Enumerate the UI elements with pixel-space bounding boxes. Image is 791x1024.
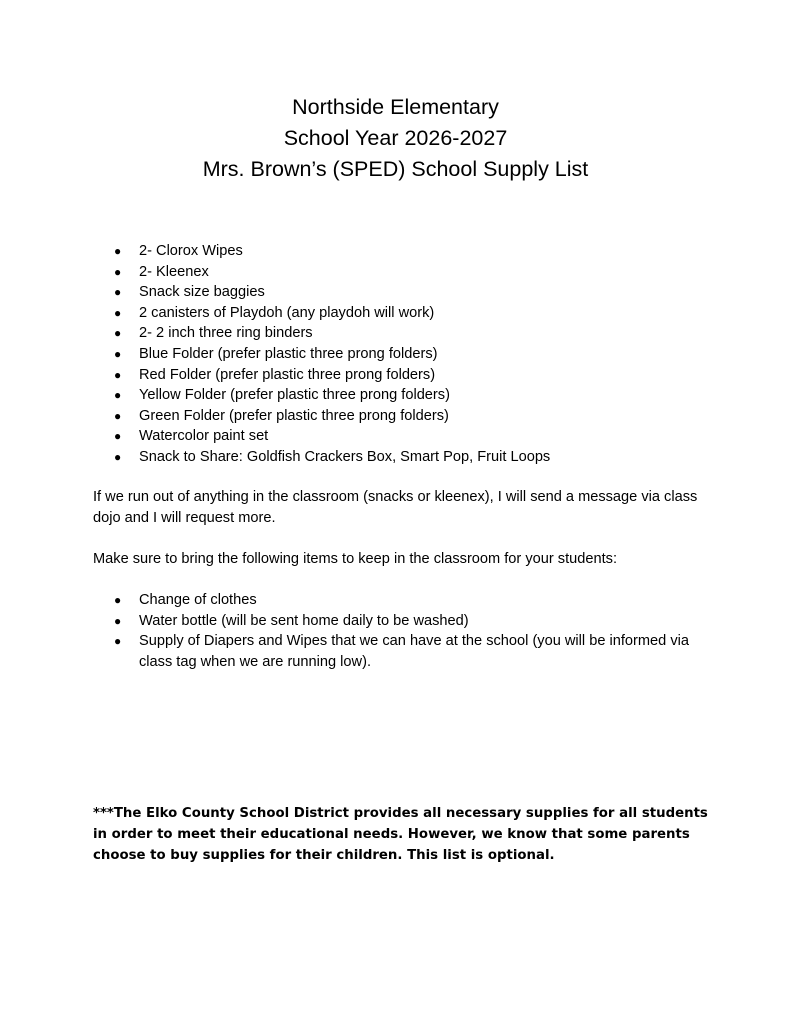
title-block [0,92,791,185]
bullet-icon: ● [114,429,122,444]
list-item [93,426,550,447]
school-name: Northside Elementary [292,95,499,119]
list-item [93,365,550,386]
list-item [93,262,550,283]
list-item-text: Supply of Diapers and Wipes that we can have at the school (you will be informed via class tag when we are running low). [139,633,689,670]
list-item-text: Blue Folder (prefer plastic three prong folders) [139,345,438,362]
list-item-text: 2 canisters of Playdoh (any playdoh will work) [139,304,435,321]
list-item [93,611,699,632]
bullet-icon: ● [114,305,122,320]
list-item [93,282,550,303]
run-out-note: If we run out of anything in the classroom (snacks or kleenex), I will send a message via class dojo and I will request more. [93,489,698,526]
bullet-icon: ● [114,593,122,607]
list-item [93,631,699,672]
list-item [93,303,550,324]
bullet-icon: ● [114,367,122,382]
list-item-text: Snack size baggies [139,284,265,301]
school-year: School Year 2026-2027 [283,126,508,150]
list-item [93,385,550,406]
list-title: Mrs. Brown’s (SPED) School Supply List [202,157,589,181]
list-item [93,323,550,344]
district-disclaimer: ***The Elko County School District provides all necessary supplies for all students in order to meet their educational needs. However, we know that some parents choose to buy supplies for their children. This list is optional. [93,806,708,863]
list-item-text: Change of clothes [139,592,257,608]
list-item-text: 2- 2 inch three ring binders [139,325,313,342]
bullet-icon: ● [114,449,122,464]
list-item-text: Water bottle (will be sent home daily to be washed) [139,612,469,629]
bullet-icon: ● [114,326,122,341]
list-item-text: Watercolor paint set [139,428,269,445]
bullet-icon: ● [114,244,122,258]
bring-note: Make sure to bring the following items to keep in the classroom for your students: [93,551,618,567]
list-item [93,241,550,262]
list-item-text: Snack to Share: Goldfish Crackers Box, Smart Pop, Fruit Loops [139,448,551,465]
bullet-icon: ● [114,264,122,279]
bullet-icon: ● [114,613,122,628]
list-item [93,406,550,427]
bullet-icon: ● [114,346,122,361]
keep-in-classroom-list [93,590,699,672]
supply-list [93,241,550,468]
list-item-text: Red Folder (prefer plastic three prong folders) [139,366,436,383]
bullet-icon: ● [114,634,122,649]
bullet-icon: ● [114,408,122,423]
list-item [93,590,699,611]
list-item [93,344,550,365]
bullet-icon: ● [114,285,122,300]
list-item-text: Green Folder (prefer plastic three prong folders) [139,407,449,424]
list-item-text: Yellow Folder (prefer plastic three prong folders) [139,387,450,404]
list-item-text: 2- Kleenex [139,263,209,280]
list-item-text: 2- Clorox Wipes [139,243,243,259]
bullet-icon: ● [114,388,122,403]
list-item [93,447,550,468]
